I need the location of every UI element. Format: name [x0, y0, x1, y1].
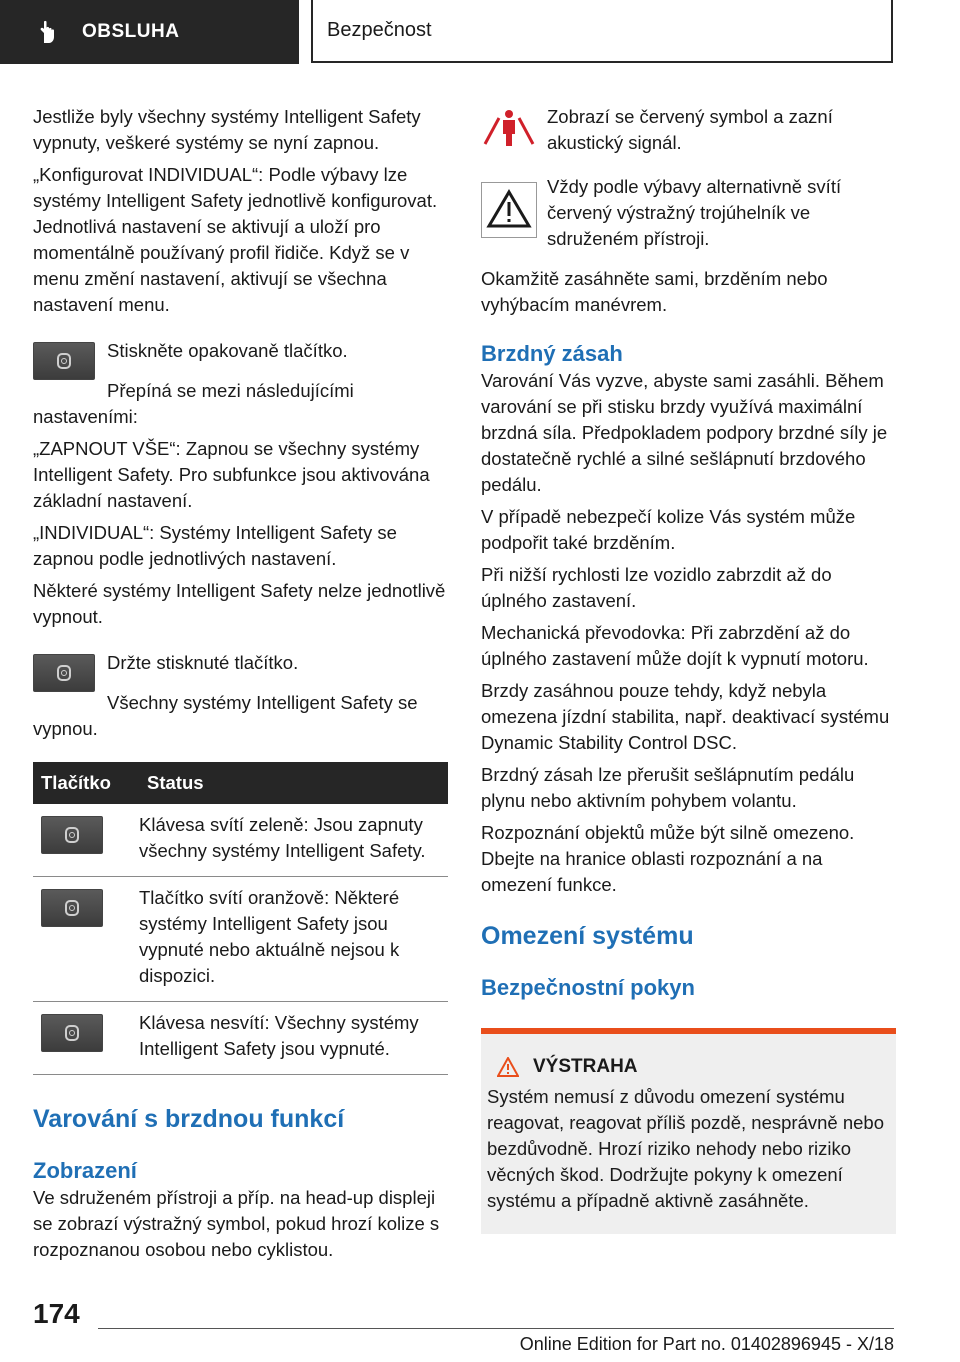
paragraph: Brzdy zasáhnou pouze tehdy, když nebyla omezena jízdní stabilita, např. deaktivací systému Dynamic Stability Control DSC.: [481, 680, 890, 753]
warning-title-text: VÝSTRAHA: [533, 1056, 638, 1077]
warning-triangle-icon: [497, 1057, 519, 1077]
paragraph: Rozpoznání objektů může být silně omezeno. Dbejte na hranice oblasti rozpoznání a na omezení funkce.: [481, 822, 855, 895]
table-row: [33, 1002, 448, 1075]
section-heading: Varování s brzdnou funkcí: [33, 1105, 345, 1133]
warning-text: Systém nemusí z důvodu omezení systému reagovat, reagovat příliš pozdě, nesprávně nebo bezdůvodně. Hrozí riziko nehody nebo riziko věcných škod. Dodržujte pokyny k omezení systému a případně aktivně zasáhněte.: [487, 1086, 884, 1211]
warning-title: [487, 1054, 888, 1080]
table-row: [33, 804, 448, 877]
paragraph: Jestliže byly všechny systémy Intelligent Safety vypnuty, veškeré systémy se nyní zapnou.: [33, 106, 421, 153]
paragraph: Přepíná se mezi následujícími nastaveními:: [33, 380, 354, 427]
right-column: [481, 104, 896, 1234]
section-heading: Omezení systému: [481, 922, 694, 950]
subsection-heading: Brzdný zásah: [481, 341, 623, 366]
section-tab: [0, 0, 299, 64]
section-title: OBSLUHA: [82, 21, 180, 42]
instruction-text: Vždy podle výbavy alternativně svítí červený výstražný trojúhelník ve sdruženém přístroji.: [547, 176, 842, 249]
intelligent-safety-button-icon: [41, 816, 103, 854]
paragraph: Při nižší rychlosti lze vozidlo zabrzdit až do úplného zastavení.: [481, 564, 832, 611]
button-instruction: [33, 650, 448, 690]
paragraph: Ve sdruženém přístroji a příp. na head-up displeji se zobrazí výstražný symbol, pokud hrozí kolize s rozpoznanou osobou nebo cyklistou.: [33, 1187, 440, 1260]
paragraph: „Konfigurovat INDIVIDUAL“: Podle výbavy lze systémy Intelligent Safety jednotlivě konfigurovat. Jednotlivá nastavení se aktivují a uloží pro momentálně používaný profil řidiče. Když se v menu změní nastavení, aktivují se všechna nastavení menu.: [33, 164, 438, 315]
table-header: Tlačítko: [33, 762, 139, 804]
button-instruction: [33, 338, 448, 378]
icon-instruction: [481, 174, 896, 252]
paragraph: „INDIVIDUAL“: Systémy Intelligent Safety se zapnou podle jednotlivých nastavení.: [33, 522, 397, 569]
instruction-text: Zobrazí se červený symbol a zazní akustický signál.: [547, 106, 833, 153]
paragraph: Mechanická převodovka: Při zabrzdění až do úplného zastavení může dojít k vypnutí motoru.: [481, 622, 869, 669]
status-cell: Klávesa svítí zeleně: Jsou zapnuty všechny systémy Intelligent Safety.: [139, 804, 448, 877]
page-number: 174: [33, 1298, 80, 1329]
intelligent-safety-button-icon: [41, 1014, 103, 1052]
icon-instruction: [481, 104, 896, 160]
table-header: Status: [139, 762, 448, 804]
status-cell: Tlačítko svítí oranžově: Některé systémy Intelligent Safety jsou vypnuté nebo aktuálně nejsou k dispozici.: [139, 877, 448, 1002]
status-cell: Klávesa nesvítí: Všechny systémy Intelligent Safety jsou vypnuté.: [139, 1002, 448, 1075]
chapter-title: Bezpečnost: [327, 19, 432, 41]
instruction-text: Držte stisknuté tlačítko.: [107, 652, 299, 673]
intelligent-safety-button-icon: [33, 654, 95, 692]
warning-triangle-icon: [481, 182, 537, 238]
subsection-heading: Bezpečnostní pokyn: [481, 975, 695, 1000]
left-column: [33, 104, 448, 1269]
paragraph: Okamžitě zasáhněte sami, brzděním nebo vyhýbacím manévrem.: [481, 268, 828, 315]
hand-icon: [36, 19, 62, 45]
paragraph: Varování Vás vyzve, abyste sami zasáhli. Během varování se při stisku brzdy využívá maximální brzdná síla. Předpokladem podpory brzdné síly je dostatečně rychlé a silné sešlápnutí brzdového pedálu.: [481, 370, 888, 495]
instruction-text: Stiskněte opakovaně tlačítko.: [107, 340, 348, 361]
footer-edition: Online Edition for Part no. 01402896945 - X/18: [519, 1334, 894, 1354]
pedestrian-warning-icon: [481, 104, 537, 154]
warning-box: [481, 1028, 896, 1234]
chapter-tab: [311, 0, 893, 63]
paragraph: Všechny systémy Intelligent Safety se vypnou.: [33, 692, 418, 739]
intelligent-safety-button-icon: [41, 889, 103, 927]
status-table: [33, 762, 448, 1075]
intelligent-safety-button-icon: [33, 342, 95, 380]
paragraph: „ZAPNOUT VŠE“: Zapnou se všechny systémy Intelligent Safety. Pro subfunkce jsou aktivována základní nastavení.: [33, 438, 430, 511]
paragraph: Některé systémy Intelligent Safety nelze jednotlivě vypnout.: [33, 580, 446, 627]
paragraph: V případě nebezpečí kolize Vás systém může podpořit také brzděním.: [481, 506, 856, 553]
footer-divider: [98, 1328, 894, 1329]
paragraph: Brzdný zásah lze přerušit sešlápnutím pedálu plynu nebo aktivním pohybem volantu.: [481, 764, 855, 811]
subsection-heading: Zobrazení: [33, 1158, 137, 1183]
table-row: [33, 877, 448, 1002]
